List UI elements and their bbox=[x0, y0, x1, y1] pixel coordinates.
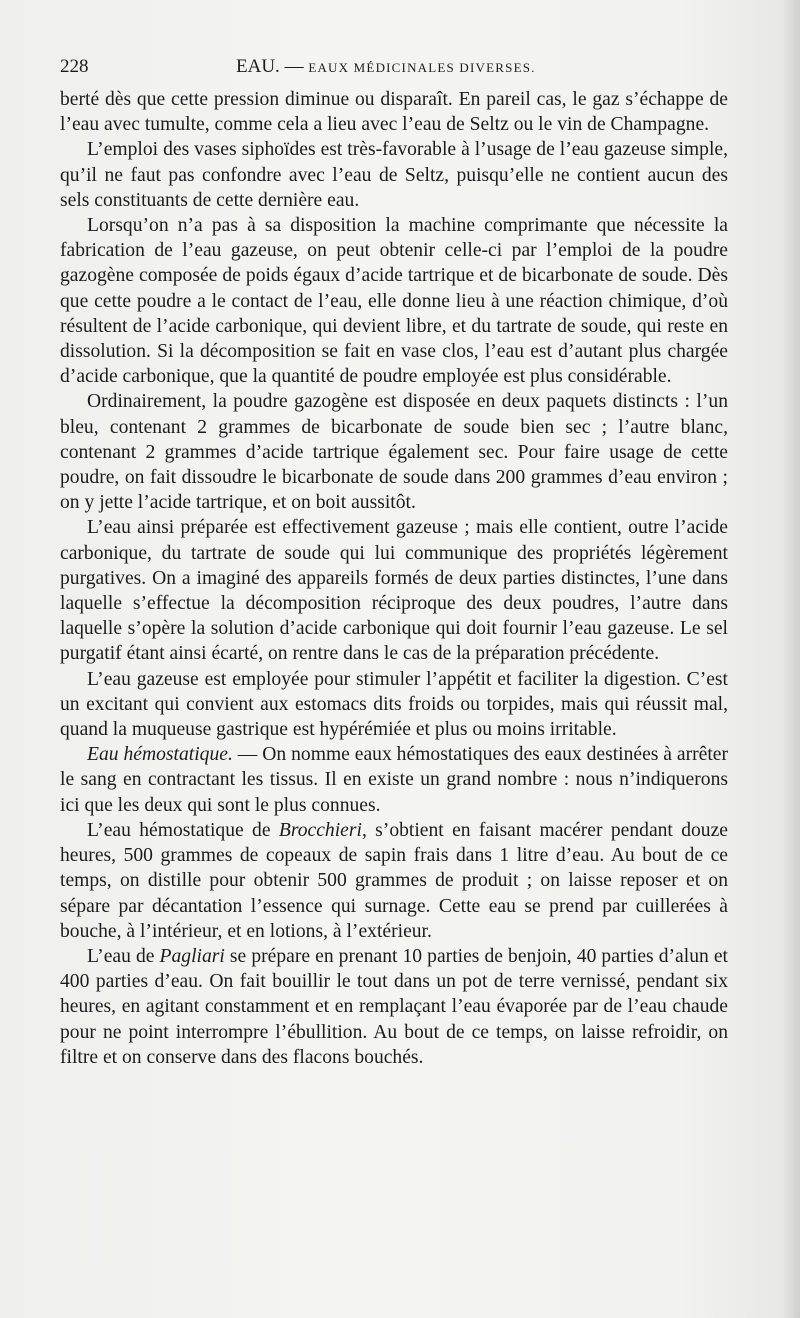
pagliari-before: L’eau de bbox=[87, 945, 160, 967]
paragraph-hemostatic-water bbox=[60, 742, 728, 818]
paragraph-powder-packets: Ordinairement, la poudre gazogène est disposée en deux paquets distincts : l’un bleu, contenant 2 grammes de bicarbonate de soude bien sec ; l’autre blanc, contenant 2 grammes d’acide tartrique également sec. Pour faire usage de cette poudre, on fait dissoudre le bicarbonate de soude dans 200 grammes d’eau environ ; on y jette l’acide tartrique, et on boit aussitôt. bbox=[60, 391, 728, 514]
paragraph-continuation: berté dès que cette pression diminue ou disparaît. En pareil cas, le gaz s’échappe de l’eau avec tumulte, comme cela a lieu avec l’eau de Seltz ou le vin de Champagne. bbox=[60, 89, 728, 136]
body-text bbox=[60, 87, 728, 1070]
header-separator: — bbox=[284, 56, 304, 77]
paragraph-brocchieri bbox=[60, 818, 728, 944]
running-title bbox=[236, 52, 536, 83]
paragraph-gaseous-water-use: L’eau gazeuse est employée pour stimuler l’appétit et faciliter la digestion. C’est un excitant qui convient aux estomacs dits froids ou torpides, mais qui réussit mal, quand la muqueuse gastrique est hypérémiée et plus ou moins irritable. bbox=[60, 668, 728, 741]
pagliari-name: Pagliari bbox=[159, 945, 225, 967]
paragraph-siphon-vases: L’emploi des vases siphoïdes est très-favorable à l’usage de l’eau gazeuse simple, qu’il ne faut pas confondre avec l’eau de Seltz, puisqu’elle ne contient aucun des sels constituants de cette dernière eau. bbox=[60, 139, 728, 211]
page-number: 228 bbox=[60, 56, 89, 77]
page-edge-shadow bbox=[782, 0, 800, 1318]
paragraph-prepared-water: L’eau ainsi préparée est effectivement gazeuse ; mais elle contient, outre l’acide carbonique, du tartrate de soude qui lui communique des propriétés légèrement purgatives. On a imaginé des appareils formés de deux parties distinctes, l’une dans laquelle s’effectue la décomposition réciproque des deux poudres, l’autre dans laquelle s’opère la solution d’acide carbonique qui doit fournir l’eau gazeuse. Le sel purgatif étant ainsi écarté, on rentre dans le cas de la préparation précédente. bbox=[60, 517, 728, 665]
brocchieri-name: Brocchieri bbox=[278, 819, 362, 841]
hemostatic-intro-text: — On nomme eaux hémostatiques des eaux destinées à arrêter le sang en contractant les tissus. Il en existe un grand nombre : nous n’indiquerons ici que les deux qui sont le plus connues. bbox=[60, 744, 729, 816]
header-title: EAU. bbox=[236, 56, 280, 77]
brocchieri-before: L’eau hémostatique de bbox=[87, 819, 279, 841]
pagliari-after: se prépare en prenant 10 parties de benjoin, 40 parties d’alun et 400 parties d’eau. On fait bouillir le tout dans un pot de terre vernissé, pendant six heures, en agitant constamment et en remplaçant l’eau évaporée par de l’eau chaude pour ne point interrompre l’ébullition. Au bout de ce temps, on laisse refroidir, on filtre et on conserve dans des flacons bouchés. bbox=[60, 945, 728, 1068]
header-subtitle: EAUX MÉDICINALES DIVERSES. bbox=[308, 60, 536, 75]
brocchieri-after: , s’obtient en faisant macérer pendant douze heures, 500 grammes de copeaux de sapin frais dans 1 litre d’eau. Au bout de ce temps, on distille pour obtenir 500 grammes de produit ; on laisse reposer et on sépare par décantation l’essence qui surnage. Cette eau se prend par cuillerées à bouche, à l’intérieur, et en lotions, à l’extérieur. bbox=[60, 819, 728, 942]
section-heading-hemostatic: Eau hémostatique. bbox=[87, 744, 233, 766]
paragraph-pagliari bbox=[60, 944, 728, 1070]
running-header bbox=[60, 52, 730, 82]
paragraph-gazogene-powder: Lorsqu’on n’a pas à sa disposition la machine comprimante que nécessite la fabrication de l’eau gazeuse, on peut obtenir celle-ci par l’emploi de la poudre gazogène composée de poids égaux d’acide tartrique et de bicarbonate de soude. Dès que cette poudre a le contact de l’eau, elle donne lieu à une réaction chimique, d’où résultent de l’acide carbonique, qui devient libre, et du tartrate de soude, qui reste en dissolution. Si la décomposition se fait en vase clos, l’eau est d’autant plus chargée d’acide carbonique, que la quantité de poudre employée est plus considérable. bbox=[60, 215, 728, 388]
